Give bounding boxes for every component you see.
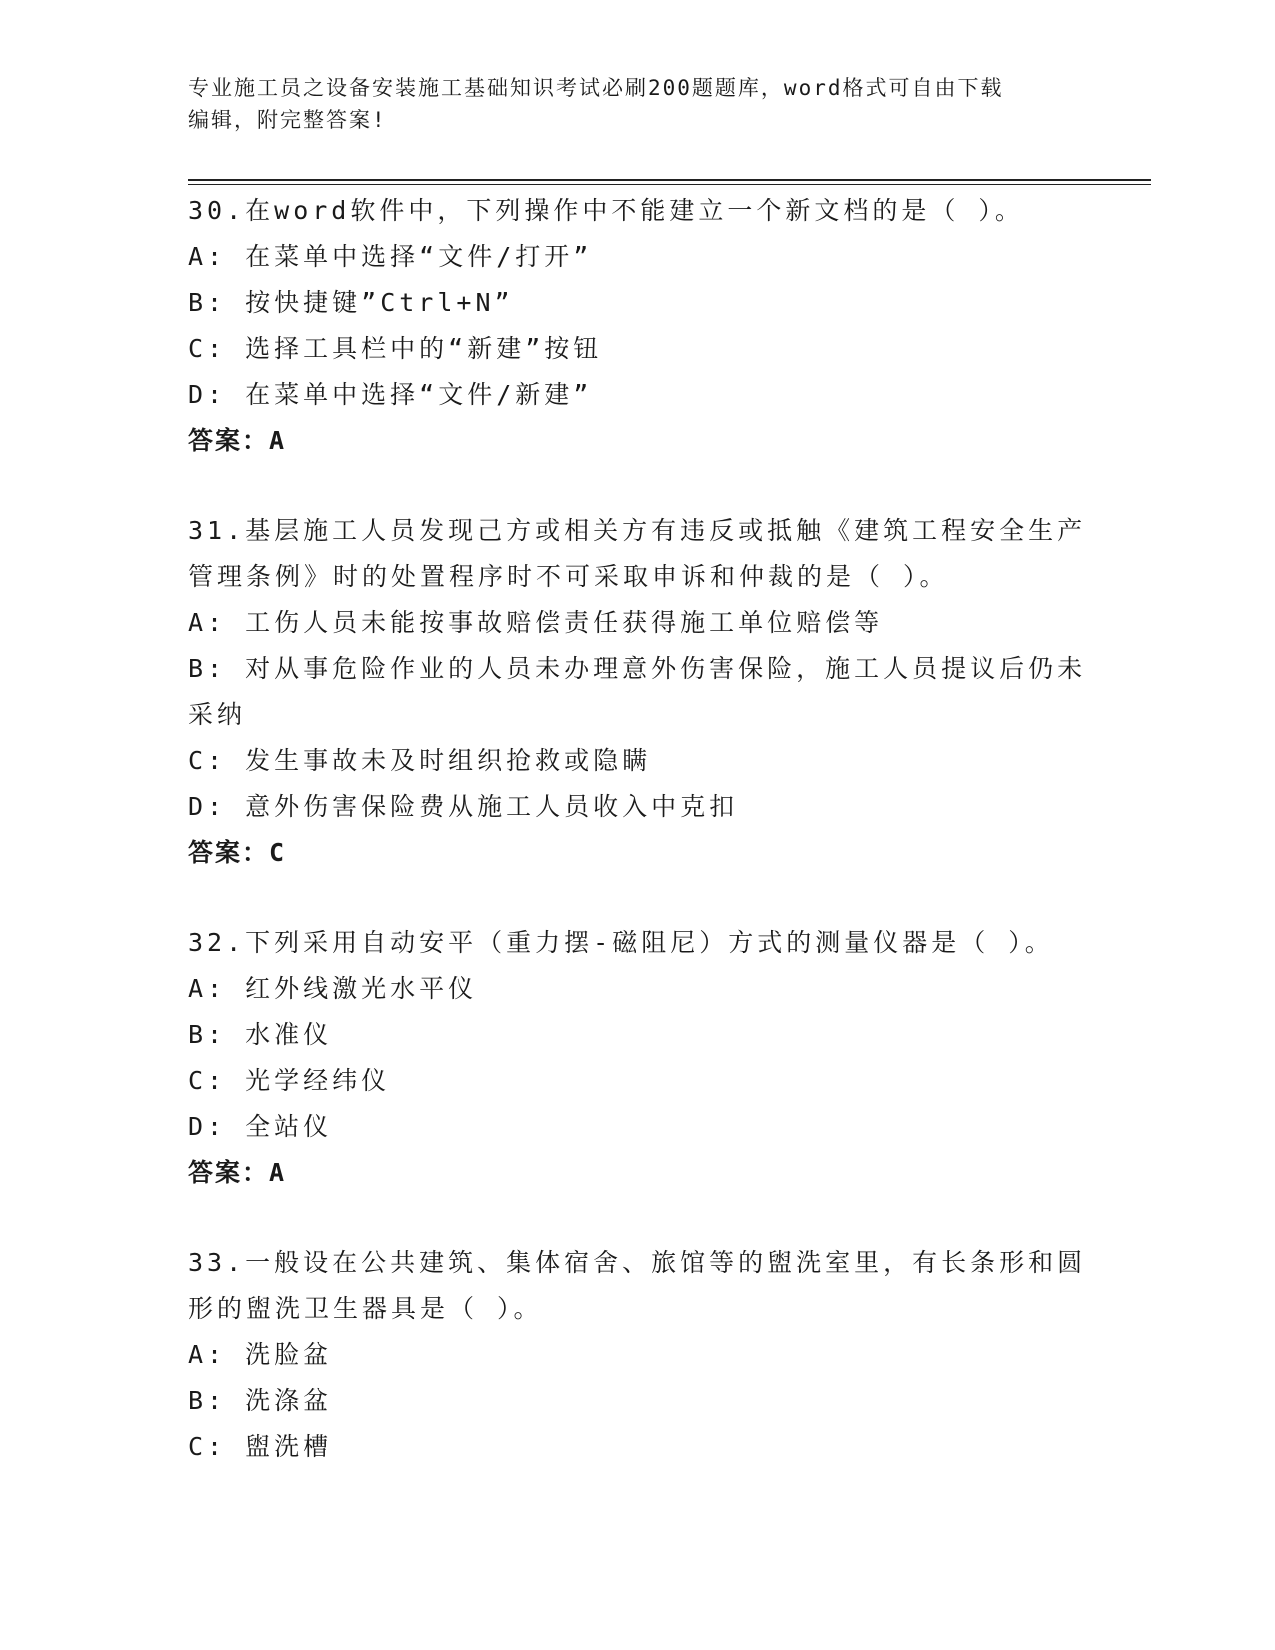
answer: 答案：A bbox=[188, 1158, 287, 1187]
option-d: D: 意外伤害保险费从施工人员收入中克扣 bbox=[188, 792, 739, 821]
option-b: B: 洗涤盆 bbox=[188, 1386, 333, 1415]
answer: 答案：A bbox=[188, 426, 287, 455]
option-b: B: 水准仪 bbox=[188, 1020, 333, 1049]
header-divider-thick bbox=[188, 179, 1151, 181]
option-c: C: 选择工具栏中的“新建”按钮 bbox=[188, 334, 603, 363]
question-stem: 33.一般设在公共建筑、集体宿舍、旅馆等的盥洗室里，有长条形和圆 bbox=[188, 1248, 1087, 1277]
question-stem-cont: 管理条例》时的处置程序时不可采取申诉和仲裁的是（ ）。 bbox=[188, 562, 949, 591]
question-30 bbox=[188, 188, 1088, 464]
document-header bbox=[188, 72, 1088, 136]
question-stem: 31.基层施工人员发现己方或相关方有违反或抵触《建筑工程安全生产 bbox=[188, 516, 1087, 545]
header-divider-thin bbox=[188, 184, 1151, 185]
question-stem: 32.下列采用自动安平（重力摆-磁阻尼）方式的测量仪器是（ ）。 bbox=[188, 928, 1054, 957]
question-33 bbox=[188, 1240, 1088, 1470]
option-b: B: 按快捷键”Ctrl+N” bbox=[188, 288, 514, 317]
question-32 bbox=[188, 920, 1088, 1196]
question-stem: 30.在word软件中，下列操作中不能建立一个新文档的是（ ）。 bbox=[188, 196, 1024, 225]
option-c: C: 盥洗槽 bbox=[188, 1432, 333, 1461]
option-b: B: 对从事危险作业的人员未办理意外伤害保险，施工人员提议后仍未 bbox=[188, 654, 1087, 683]
option-c: C: 发生事故未及时组织抢救或隐瞒 bbox=[188, 746, 652, 775]
option-c: C: 光学经纬仪 bbox=[188, 1066, 391, 1095]
option-a: A: 工伤人员未能按事故赔偿责任获得施工单位赔偿等 bbox=[188, 608, 884, 637]
option-d: D: 全站仪 bbox=[188, 1112, 333, 1141]
option-a: A: 红外线激光水平仪 bbox=[188, 974, 478, 1003]
header-line-2: 编辑，附完整答案! bbox=[188, 108, 387, 132]
question-list bbox=[188, 188, 1088, 1514]
option-a: A: 在菜单中选择“文件/打开” bbox=[188, 242, 593, 271]
header-line-1: 专业施工员之设备安装施工基础知识考试必刷200题题库，word格式可自由下载 bbox=[188, 76, 1004, 100]
option-d: D: 在菜单中选择“文件/新建” bbox=[188, 380, 593, 409]
question-31 bbox=[188, 508, 1088, 876]
option-a: A: 洗脸盆 bbox=[188, 1340, 333, 1369]
option-b-cont: 采纳 bbox=[188, 700, 247, 729]
answer: 答案：C bbox=[188, 838, 287, 867]
question-stem-cont: 形的盥洗卫生器具是（ ）。 bbox=[188, 1294, 543, 1323]
